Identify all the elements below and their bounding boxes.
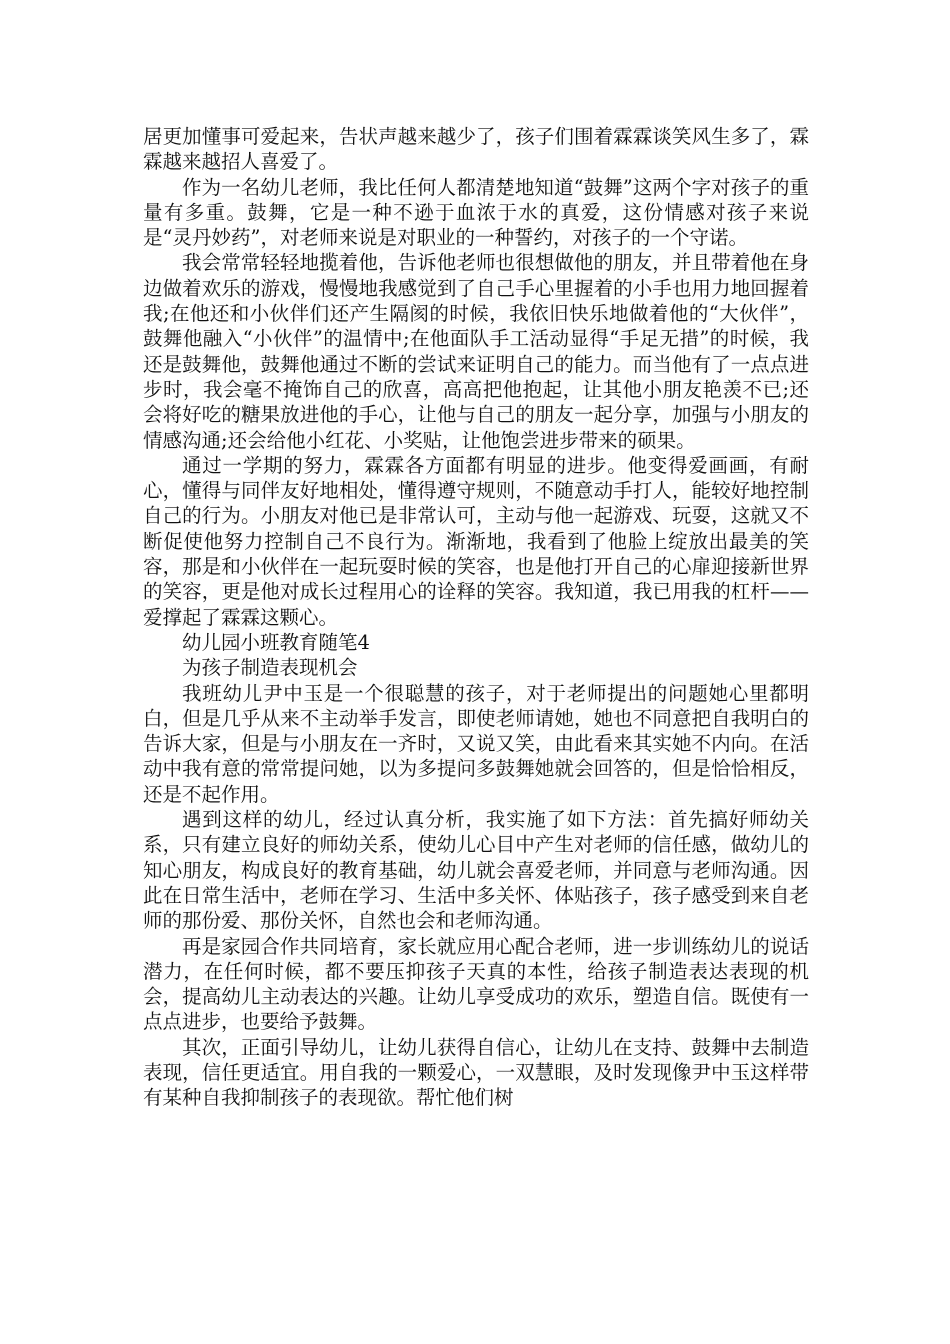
document-body <box>143 124 809 1111</box>
essay-title: 幼儿园小班教育随笔4 <box>182 630 370 654</box>
paragraph-positive-guidance: 其次，正面引导幼儿，让幼儿获得自信心，让幼儿在支持、鼓舞中去制造表现，信任更适宜。用自我的一颗爱心，一双慧眼，及时发现像尹中玉这样带有某种自我抑制孩子的表现欲。帮忙他们树 <box>143 1035 809 1110</box>
essay-subtitle: 为孩子制造表现机会 <box>182 656 358 680</box>
paragraph-continuation: 居更加懂事可爱起来，告状声越来越少了，孩子们围着霖霖谈笑风生多了，霖霖越来越招人喜爱了。 <box>143 125 809 174</box>
paragraph-child-description: 我班幼儿尹中玉是一个很聪慧的孩子，对于老师提出的问题她心里都明白，但是几乎从来不主动举手发言，即使老师请她，她也不同意把自我明白的告诉大家，但是与小朋友在一齐时，又说又笑，由此看来其实她不内向。在活动中我有意的常常提问她，以为多提问多鼓舞她就会回答的，但是恰恰相反，还是不起作用。 <box>143 681 809 806</box>
paragraph-encouragement-meaning: 作为一名幼儿老师，我比任何人都清楚地知道“鼓舞”这两个字对孩子的重量有多重。鼓舞，它是一种不逊于血浓于水的真爱，这份情感对孩子来说是“灵丹妙药”，对老师来说是对职业的一种誓约，对孩子的一个守诺。 <box>143 175 809 250</box>
paragraph-home-cooperation: 再是家园合作共同培育，家长就应用心配合老师，进一步训练幼儿的说话潜力，在任何时候，都不要压抑孩子天真的本性，给孩子制造表达表现的机会，提高幼儿主动表达的兴趣。让幼儿享受成功的欢乐，塑造自信。既使有一点点进步，也要给予鼓舞。 <box>143 934 809 1034</box>
paragraph-methods: 遇到这样的幼儿，经过认真分析，我实施了如下方法：首先搞好师幼关系，只有建立良好的师幼关系，使幼儿心目中产生对老师的信任感，做幼儿的知心朋友，构成良好的教育基础，幼儿就会喜爱老师，并同意与老师沟通。因此在日常生活中，老师在学习、生活中多关怀、体贴孩子，孩子感受到来自老师的那份爱、那份关怀，自然也会和老师沟通。 <box>143 808 809 933</box>
paragraph-semester-progress: 通过一学期的努力，霖霖各方面都有明显的进步。他变得爱画画，有耐心，懂得与同伴友好地相处，懂得遵守规则，不随意动手打人，能较好地控制自己的行为。小朋友对他已是非常认可，主动与他一起游戏、玩耍，这就又不断促使他努力控制自己不良行为。渐渐地，我看到了他脸上绽放出最美的笑容，那是和小伙伴在一起玩耍时候的笑容，也是他打开自己的心扉迎接新世界的笑容，更是他对成长过程用心的诠释的笑容。我知道，我已用我的杠杆——爱撑起了霖霖这颗心。 <box>143 453 809 629</box>
paragraph-encouragement-actions: 我会常常轻轻地揽着他，告诉他老师也很想做他的朋友，并且带着他在身边做着欢乐的游戏，慢慢地我感觉到了自己手心里握着的小手也用力地回握着我;在他还和小伙伴们还产生隔阂的时候，我依旧快乐地做着他的“大伙伴”，鼓舞他融入“小伙伴”的温情中;在他面队手工活动显得“手足无措”的时候，我还是鼓舞他，鼓舞他通过不断的尝试来证明自己的能力。而当他有了一点点进步时，我会毫不掩饰自己的欣喜，高高把他抱起，让其他小朋友艳羡不已;还会将好吃的糖果放进他的手心，让他与自己的朋友一起分享，加强与小朋友的情感沟通;还会给他小红花、小奖贴，让他饱尝进步带来的硕果。 <box>143 251 809 452</box>
